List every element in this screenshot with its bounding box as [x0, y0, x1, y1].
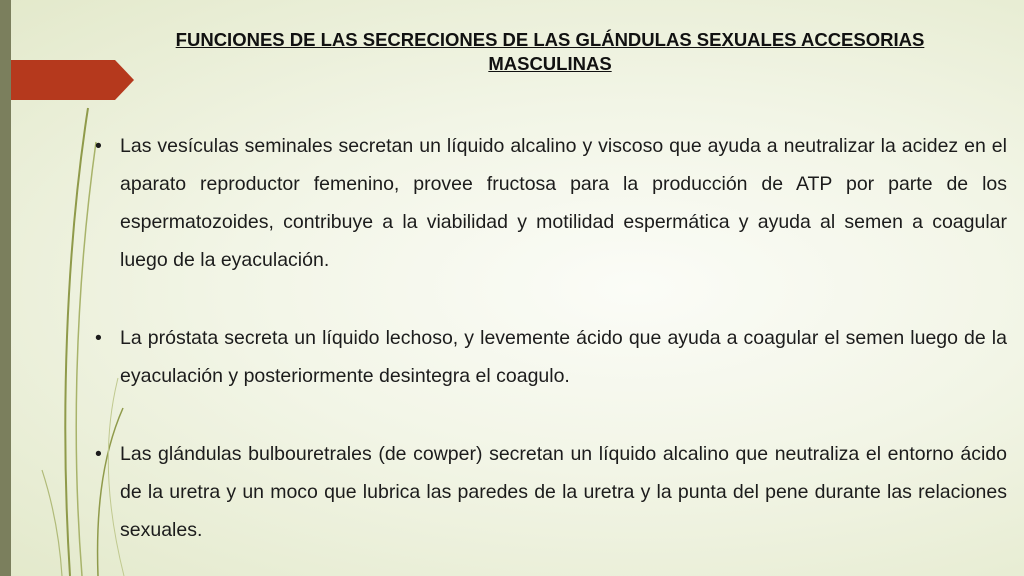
bullet-text: La próstata secreta un líquido lechoso, y levemente ácido que ayuda a coagular el semen luego de la eyaculación y posteriormente desintegra el coagulo.	[120, 327, 1007, 387]
bullet-item	[93, 319, 1007, 395]
bullet-item	[93, 127, 1007, 279]
bullet-icon: •	[95, 443, 102, 465]
bullet-text: Las glándulas bulbouretrales (de cowper) secretan un líquido alcalino que neutraliza el entorno ácido de la uretra y un moco que lubrica las paredes de la uretra y la punta del pene durante las relaciones sexuales.	[120, 443, 1007, 541]
bullet-list	[93, 127, 1007, 549]
bullet-icon: •	[95, 327, 102, 349]
slide-title: FUNCIONES DE LAS SECRECIONES DE LAS GLÁNDULAS SEXUALES ACCESORIAS MASCULINAS	[175, 29, 925, 74]
bullet-text: Las vesículas seminales secretan un líquido alcalino y viscoso que ayuda a neutralizar la acidez en el aparato reproductor femenino, provee fructosa para la producción de ATP por parte de los espermatozoides, contribuye a la viabilidad y motilidad espermática y ayuda al semen a coagular luego de la eyaculación.	[120, 135, 1007, 271]
stroke-line-4	[42, 470, 62, 576]
bullet-icon: •	[95, 135, 102, 157]
bullet-item	[93, 435, 1007, 549]
stroke-line-1	[65, 108, 88, 576]
arrow-banner	[11, 60, 134, 100]
